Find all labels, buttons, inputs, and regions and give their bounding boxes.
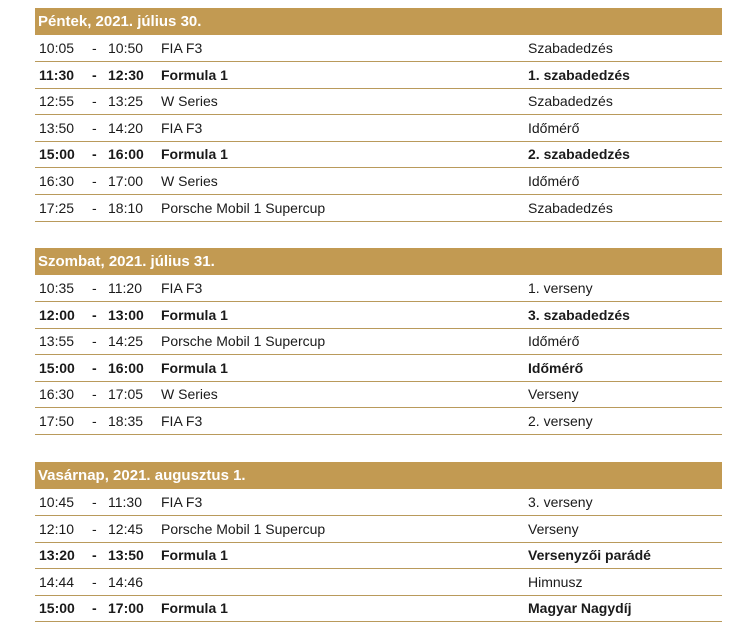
schedule-row <box>35 408 722 435</box>
end-time: 14:25 <box>108 333 144 350</box>
series-name: W Series <box>161 93 218 110</box>
schedule-row <box>35 595 722 622</box>
start-time: 16:30 <box>39 386 75 403</box>
series-name: Formula 1 <box>161 306 228 323</box>
start-time: 13:20 <box>39 547 75 564</box>
start-time: 16:30 <box>39 173 75 189</box>
time-separator: - <box>92 573 97 590</box>
start-time: 12:55 <box>39 93 75 110</box>
time-separator: - <box>92 280 97 296</box>
series-name: FIA F3 <box>161 280 203 296</box>
end-time: 14:20 <box>108 119 144 136</box>
session-name: Verseny <box>528 520 579 537</box>
start-time: 15:00 <box>39 146 75 163</box>
end-time: 17:00 <box>108 600 144 617</box>
time-separator: - <box>92 520 97 537</box>
schedule-row <box>35 88 722 115</box>
day-header: Vasárnap, 2021. augusztus 1. <box>35 462 722 489</box>
session-name: Szabadedzés <box>528 40 613 56</box>
series-name: Porsche Mobil 1 Supercup <box>161 199 326 216</box>
time-separator: - <box>92 40 97 56</box>
end-time: 18:35 <box>108 413 144 429</box>
end-time: 13:00 <box>108 306 144 323</box>
start-time: 10:05 <box>39 40 75 56</box>
session-name: Versenyzői parádé <box>528 547 651 564</box>
time-separator: - <box>92 600 97 617</box>
session-name: 1. verseny <box>528 280 593 296</box>
session-name: Időmérő <box>528 173 580 189</box>
time-separator: - <box>92 173 97 189</box>
schedule-row <box>35 542 722 569</box>
time-separator: - <box>92 93 97 110</box>
start-time: 11:30 <box>39 66 75 83</box>
end-time: 12:45 <box>108 520 144 537</box>
session-name: 3. verseny <box>528 494 593 510</box>
schedule-row <box>35 302 722 329</box>
series-name: Formula 1 <box>161 66 228 83</box>
time-separator: - <box>92 119 97 136</box>
series-name: FIA F3 <box>161 494 203 510</box>
schedule-row <box>35 489 722 516</box>
end-time: 13:50 <box>108 547 144 564</box>
end-time: 11:20 <box>108 280 142 296</box>
session-name: Magyar Nagydíj <box>528 600 632 617</box>
series-name: Formula 1 <box>161 547 228 564</box>
end-time: 17:05 <box>108 386 144 403</box>
time-separator: - <box>92 547 97 564</box>
end-time: 17:00 <box>108 173 144 189</box>
start-time: 17:50 <box>39 413 75 429</box>
time-separator: - <box>92 66 97 83</box>
time-separator: - <box>92 386 97 403</box>
series-name: Formula 1 <box>161 600 228 617</box>
session-name: 2. verseny <box>528 413 593 429</box>
schedule-row <box>35 328 722 355</box>
end-time: 11:30 <box>108 494 142 510</box>
end-time: 12:30 <box>108 66 144 83</box>
series-name: FIA F3 <box>161 413 203 429</box>
end-time: 13:25 <box>108 93 144 110</box>
day-header: Szombat, 2021. július 31. <box>35 248 722 275</box>
time-separator: - <box>92 199 97 216</box>
time-separator: - <box>92 146 97 163</box>
session-name: Szabadedzés <box>528 199 613 216</box>
start-time: 13:50 <box>39 119 75 136</box>
session-name: Himnusz <box>528 573 583 590</box>
schedule-row <box>35 62 722 89</box>
session-name: Időmérő <box>528 119 580 136</box>
schedule-row <box>35 35 722 62</box>
time-separator: - <box>92 494 97 510</box>
start-time: 15:00 <box>39 600 75 617</box>
series-name: Porsche Mobil 1 Supercup <box>161 333 326 350</box>
session-name: 2. szabadedzés <box>528 146 630 163</box>
schedule-row <box>35 569 722 596</box>
start-time: 17:25 <box>39 199 75 216</box>
schedule-row <box>35 381 722 408</box>
start-time: 10:35 <box>39 280 75 296</box>
session-name: Időmérő <box>528 359 584 376</box>
end-time: 18:10 <box>108 199 144 216</box>
series-name: W Series <box>161 386 218 403</box>
start-time: 13:55 <box>39 333 75 350</box>
session-name: Verseny <box>528 386 579 403</box>
session-name: Szabadedzés <box>528 93 613 110</box>
time-separator: - <box>92 413 97 429</box>
series-name: Porsche Mobil 1 Supercup <box>161 520 326 537</box>
end-time: 16:00 <box>108 359 144 376</box>
series-name: W Series <box>161 173 218 189</box>
schedule-row <box>35 115 722 142</box>
series-name: Formula 1 <box>161 359 228 376</box>
schedule-row <box>35 195 722 222</box>
time-separator: - <box>92 306 97 323</box>
schedule-row <box>35 355 722 382</box>
end-time: 14:46 <box>108 573 144 590</box>
series-name: FIA F3 <box>161 119 203 136</box>
session-name: Időmérő <box>528 333 580 350</box>
start-time: 15:00 <box>39 359 75 376</box>
series-name: FIA F3 <box>161 40 203 56</box>
end-time: 16:00 <box>108 146 144 163</box>
end-time: 10:50 <box>108 40 144 56</box>
series-name: Formula 1 <box>161 146 228 163</box>
schedule-row <box>35 516 722 543</box>
start-time: 14:44 <box>39 573 75 590</box>
start-time: 12:00 <box>39 306 75 323</box>
schedule-row <box>35 168 722 195</box>
session-name: 1. szabadedzés <box>528 66 630 83</box>
day-header: Péntek, 2021. július 30. <box>35 8 722 35</box>
time-separator: - <box>92 359 97 376</box>
start-time: 10:45 <box>39 494 75 510</box>
schedule-row <box>35 141 722 168</box>
session-name: 3. szabadedzés <box>528 306 630 323</box>
start-time: 12:10 <box>39 520 75 537</box>
time-separator: - <box>92 333 97 350</box>
schedule-row <box>35 275 722 302</box>
